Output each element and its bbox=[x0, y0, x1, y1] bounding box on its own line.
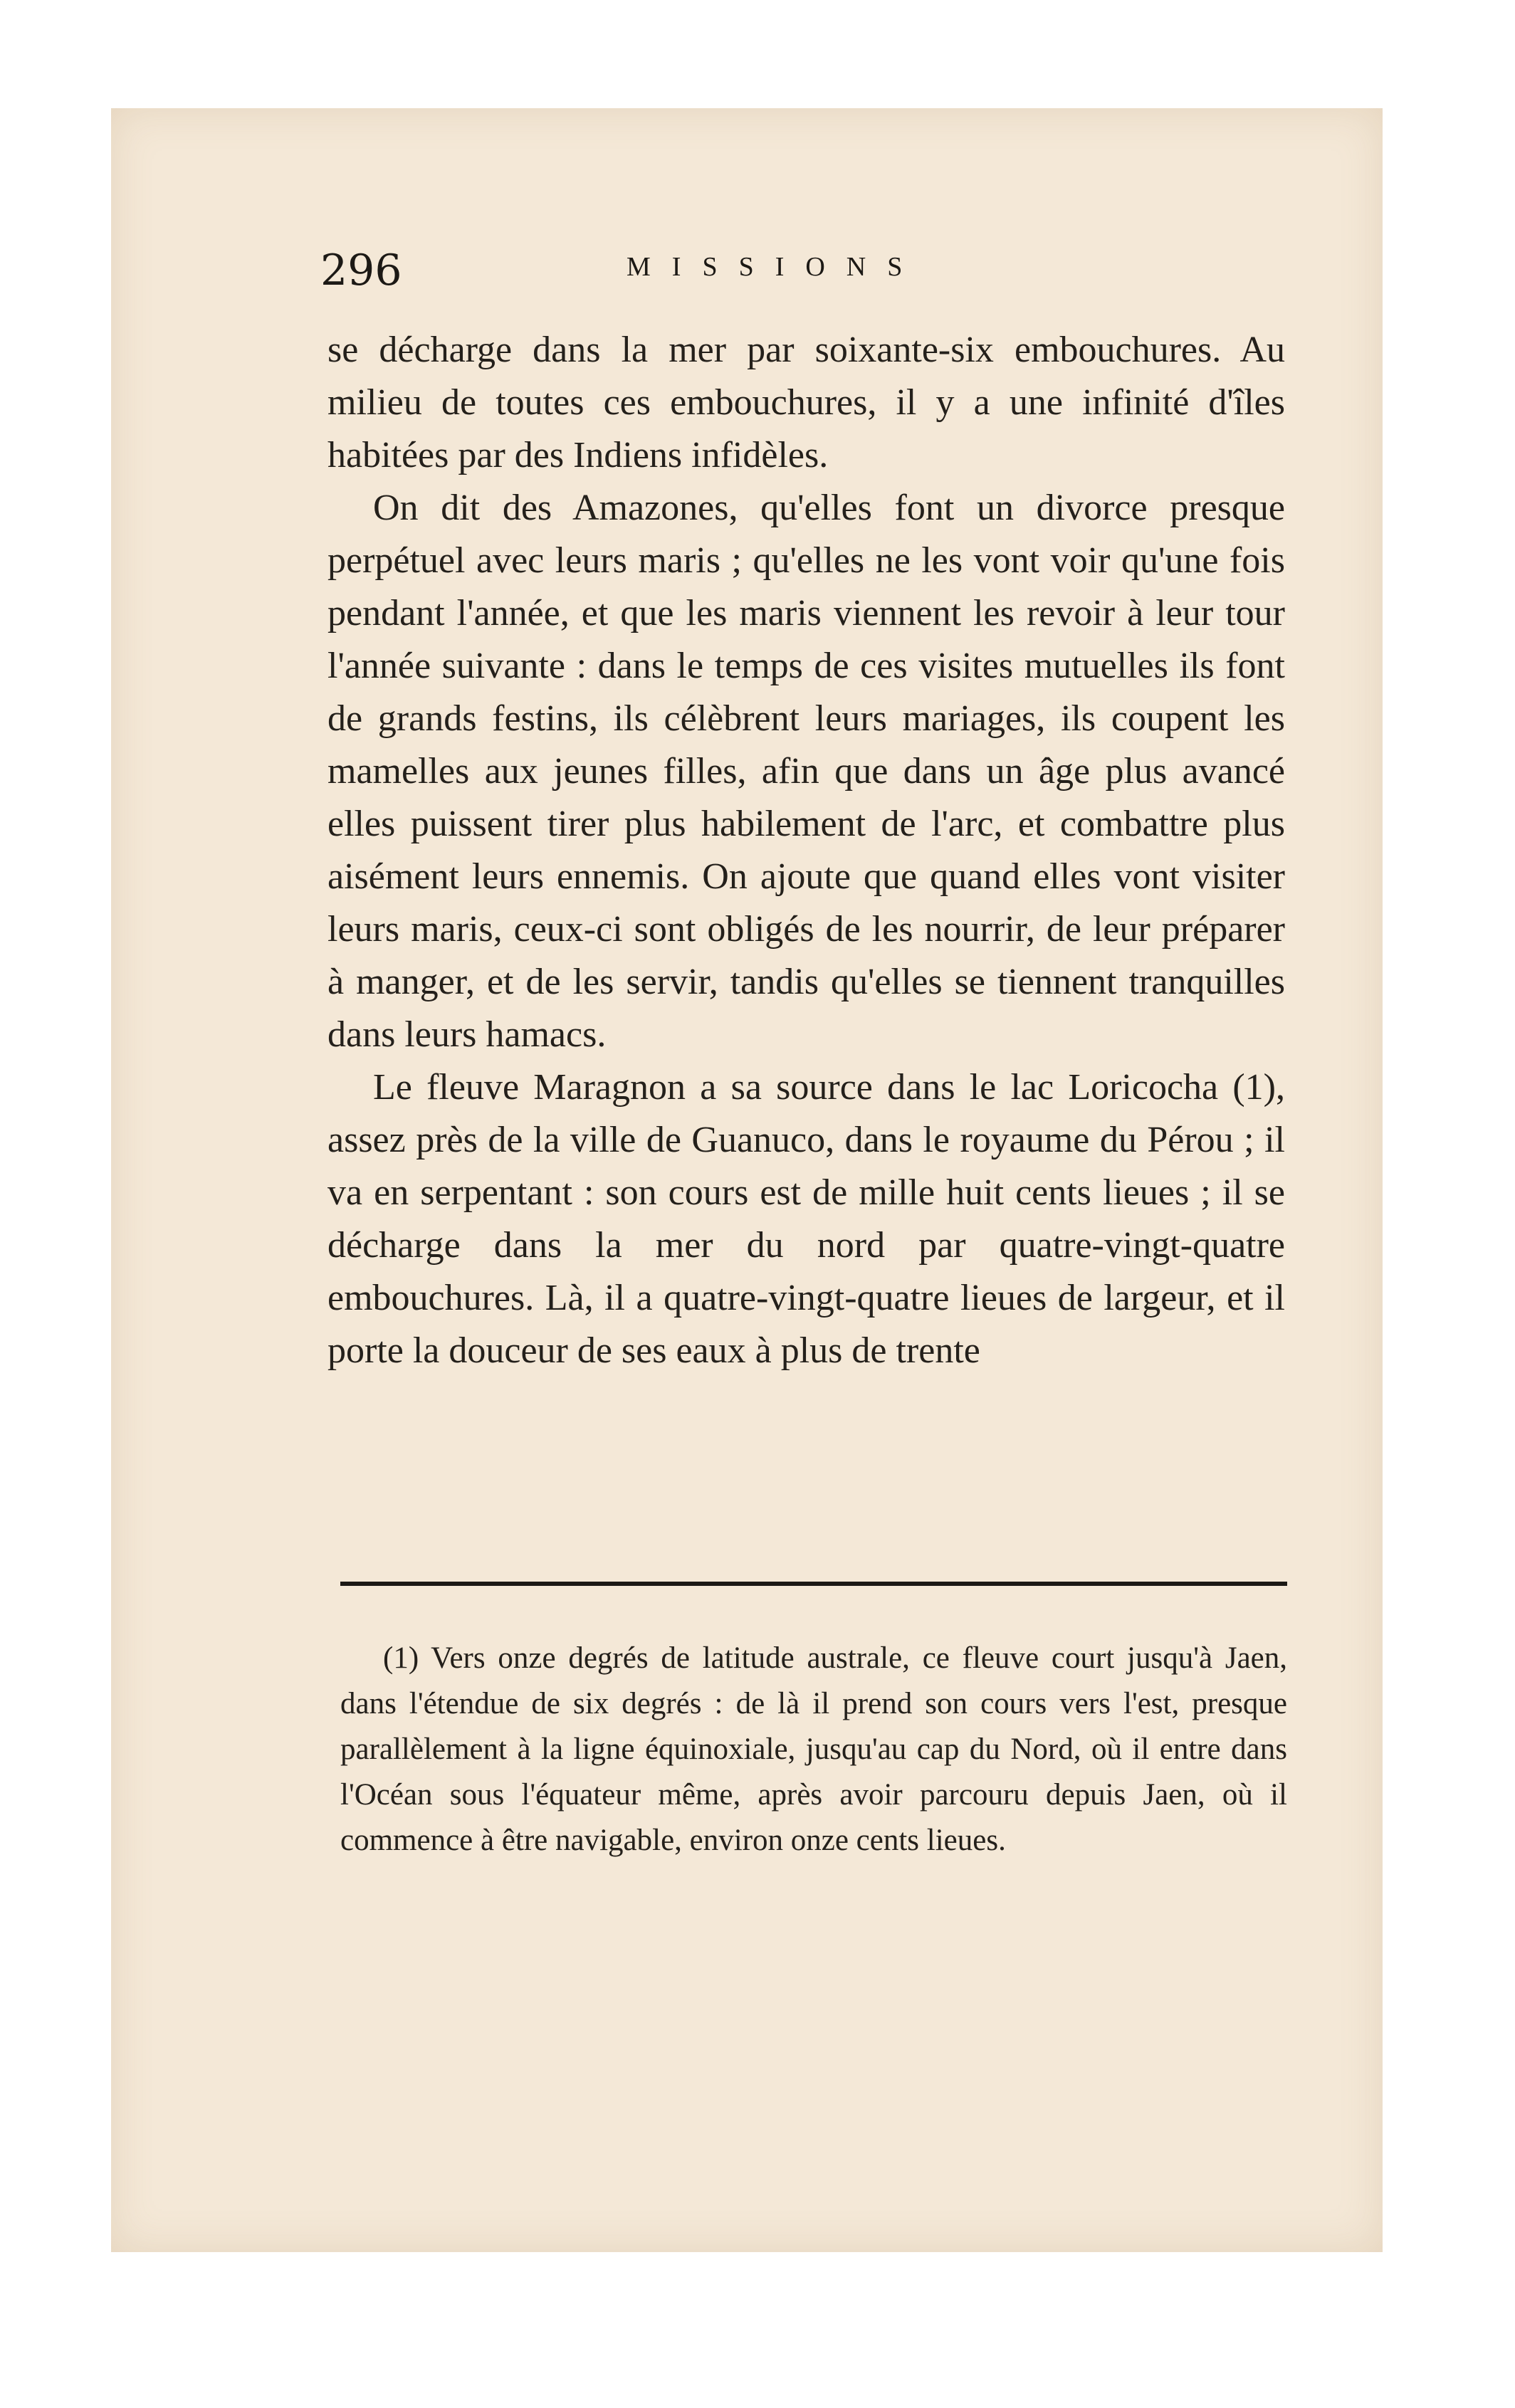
main-text bbox=[327, 324, 1285, 1377]
paragraph-maragnon: Le fleuve Maragnon a sa source dans le lac Loricocha (1), assez près de la ville de Guanuco, dans le royaume du Pérou ; il va en serpentant : son cours est de mille huit cents lieues ; il se décharge dans la mer du nord par quatre-vingt-quatre embouchures. Là, il a quatre-vingt-quatre lieues de largeur, et il porte la douceur de ses eaux à plus de trente bbox=[327, 1067, 1285, 1371]
paragraph-continued: se décharge dans la mer par soixante-six embouchures. Au milieu de toutes ces embouchures, il y a une infinité d'îles habitées par des Indiens infidèles. bbox=[327, 330, 1285, 475]
footnote-text: (1) Vers onze degrés de latitude australe, ce fleuve court jusqu'à Jaen, dans l'étendue de six degrés : de là il prend son cours vers l'est, presque parallèlement à la ligne équinoxiale, jusqu'au cap du Nord, où il entre dans l'Océan sous l'équateur même, après avoir parcouru depuis Jaen, où il commence à être navigable, environ onze cents lieues. bbox=[340, 1641, 1287, 1857]
paragraph-amazones: On dit des Amazones, qu'elles font un divorce presque perpétuel avec leurs maris ; qu'elles ne les vont voir qu'une fois pendant l'année, et que les maris viennent les revoir à leur tour l'année suivante : dans le temps de ces visites mutuelles ils font de grands festins, ils célèbrent leurs mariages, ils coupent les mamelles aux jeunes filles, afin que dans un âge plus avancé elles puissent tirer plus habilement de l'arc, et combattre plus aisément leurs ennemis. On ajoute que quand elles vont visiter leurs maris, ceux-ci sont obligés de les nourrir, de leur préparer à manger, et de les servir, tandis qu'elles se tiennent tranquilles dans leurs hamacs. bbox=[327, 488, 1285, 1055]
page-header bbox=[320, 246, 1317, 303]
running-title: MISSIONS bbox=[627, 252, 924, 282]
page-number: 296 bbox=[320, 246, 402, 295]
footnote-divider bbox=[340, 1582, 1287, 1586]
footnote bbox=[340, 1636, 1287, 1863]
